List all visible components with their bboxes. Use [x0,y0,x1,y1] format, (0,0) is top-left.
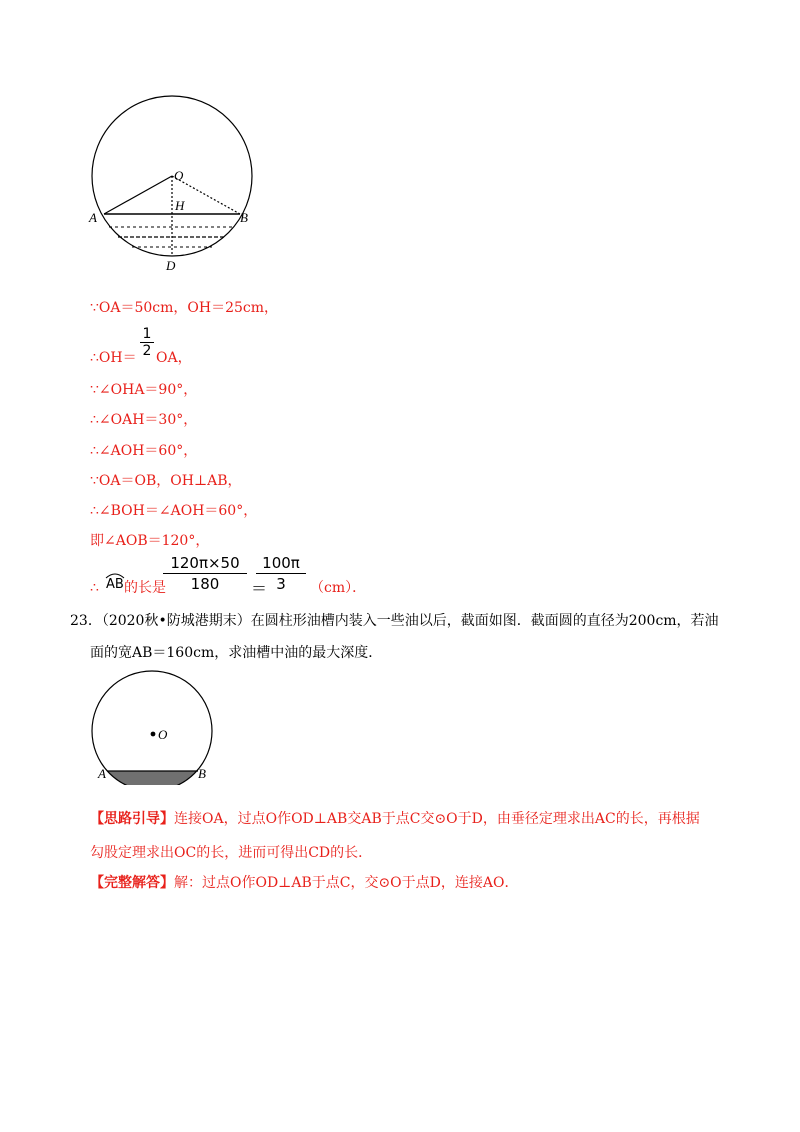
fraction-1 [163,553,247,594]
half-denominator: 2 [140,342,154,359]
answer-line [90,873,518,893]
label-b-2: B [198,766,206,781]
solution-line-2: ∴OH＝ [90,350,137,366]
fraction-2-numerator: 100π [262,554,300,572]
label-b: B [240,210,248,225]
hint-line-1 [90,809,700,829]
arc-mid-text: 的长是 [124,580,166,596]
question-line-1 [70,611,719,631]
label-h: H [175,198,185,213]
half-numerator: 1 [142,326,152,342]
label-a-2: A [98,766,106,781]
fraction-1-denominator: 180 [163,573,247,594]
label-o-2: O [158,727,168,742]
circle-outline-2 [92,671,212,785]
fraction-1-numerator: 120π×50 [170,554,240,572]
arc-ab-label [104,571,126,597]
question-text-1: 在圆柱形油槽内装入一些油以后，截面如图．截面圆的直径为200cm，若油 [250,613,719,629]
question-line-2: 面的宽AB＝160cm，求油槽中油的最大深度． [90,645,383,661]
fraction-2-denominator: 3 [256,573,306,594]
label-o: O [174,168,184,183]
solution-line-3: ∵∠OHA＝90°， [90,382,198,398]
circle-figure-1 [80,90,270,275]
answer-text: 解：过点O作OD⊥AB于点C，交⊙O于点D，连接AO． [174,875,519,891]
solution-line-2b: OA， [156,350,192,366]
solution-line-6: ∵OA＝OB，OH⊥AB， [90,473,242,489]
answer-tag: 【完整解答】 [90,875,174,891]
label-a: A [89,210,97,225]
hint-tag: 【思路引导】 [90,811,174,827]
solution-line-1: ∵OA＝50cm，OH＝25cm， [90,300,279,316]
question-number: 23． [70,613,102,629]
question-source: （2020秋•防城港期末） [101,613,251,629]
equals-sign: ＝ [251,579,268,598]
solution-line-4: ∴∠OAH＝30°， [90,412,198,428]
arc-prefix: ∴ [90,580,99,596]
circle-figure-2 [90,670,225,785]
segment-oa [104,176,172,214]
center-point [151,732,156,737]
arc-suffix: （cm）． [310,580,367,596]
solution-line-5: ∴∠AOH＝60°， [90,443,198,459]
solution-line-8: 即∠AOB＝120°， [90,533,210,549]
solution-line-7: ∴∠BOH＝∠AOH＝60°， [90,503,258,519]
half-fraction [140,326,154,359]
hint-text-1: 连接OA，过点O作OD⊥AB交AB于点C交⊙O于D，由垂径定理求出AC的长，再根据 [174,811,700,827]
label-d: D [166,258,176,273]
fraction-2 [256,553,306,594]
arc-ab-text: AB [106,577,124,592]
hint-line-2: 勾股定理求出OC的长，进而可得出CD的长． [90,845,373,861]
